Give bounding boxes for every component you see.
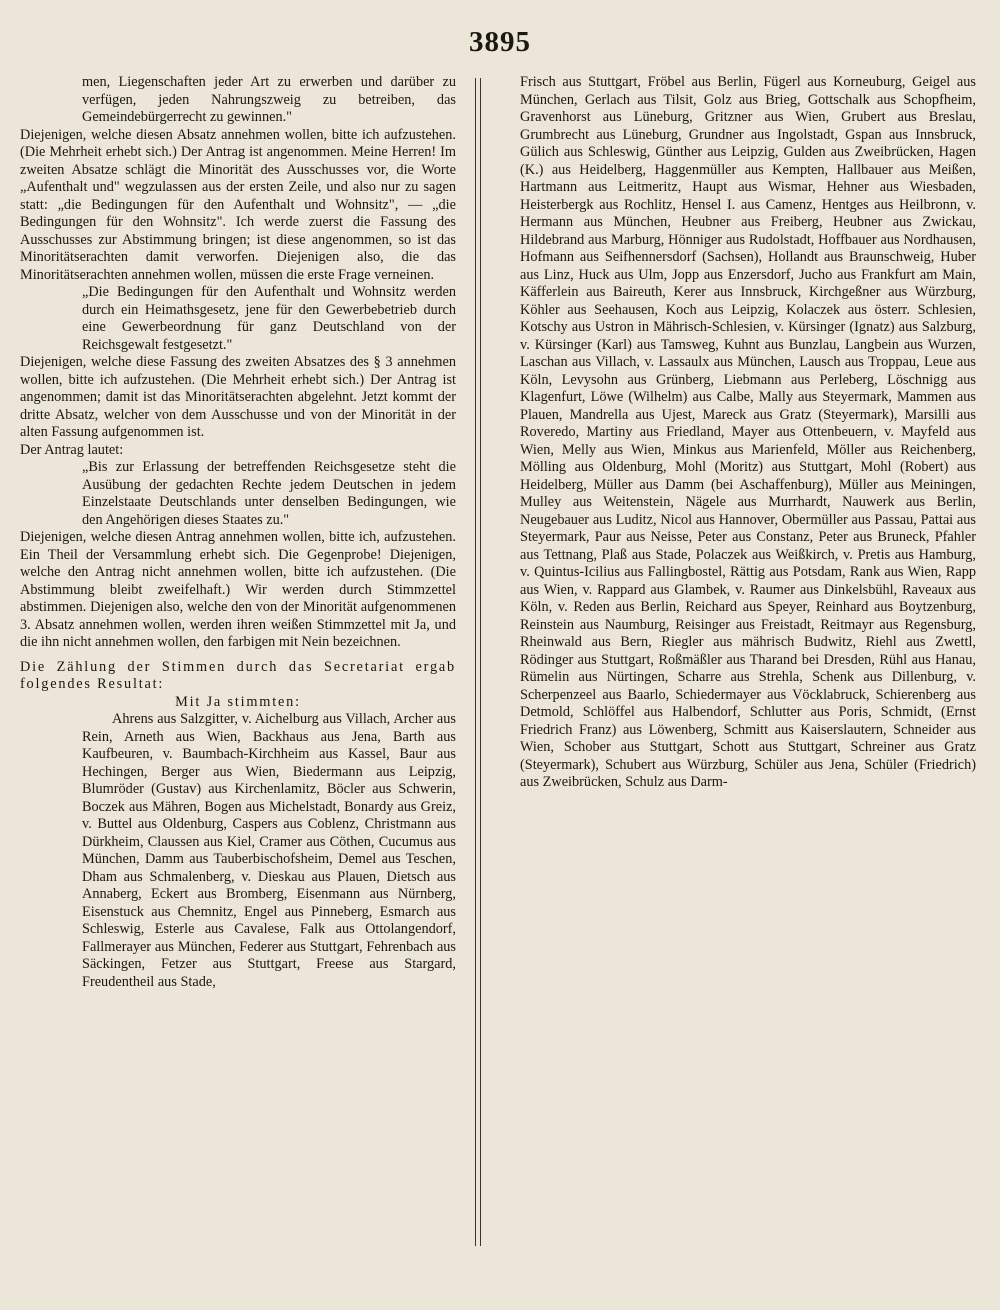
name-list-right: Frisch aus Stuttgart, Fröbel aus Berlin, Fügerl aus Korneuburg, Geigel aus München, Gerlach aus Tilsit, Golz aus Brieg, Gottschalk aus Schopfheim, Gravenhorst aus Lüneburg, Gritzner aus Wien, Grubert aus Breslau, Grumbrecht aus Lüneburg, Grundner aus Ingolstadt, Gspan aus Innsbruck, Gülich aus Schleswig, Günther aus Leipzig, Gulden aus Zweibrücken, Hagen (K.) aus Heidelberg, Haggenmüller aus Kempten, Hallbauer aus Meißen, Hartmann aus Leitmeritz, Haupt aus Wismar, Hehner aus Wiesbaden, Heisterbergk aus Rochlitz, Hensel I. aus Camenz, Hentges aus Heilbronn, v. Hermann aus München, Heubner aus Freiberg, Heubner aus Zwickau, Hildebrand aus Marburg, Hönniger aus Rudolstadt, Hoffbauer aus Nordhausen, Hofmann aus Seifhennersdorf (Sachsen), Hollandt aus Braunschweig, Huber aus Linz, Huck aus Ulm, Jopp aus Enzersdorf, Jucho aus Frankfurt am Main, Käfferlein aus Baireuth, Kerer aus Innsbruck, Kirchgeßner aus Würzburg, Köhler aus Seehausen, Koch aus Leipzig, Kolaczek aus österr. Schlesien, Kotschy aus Ustron in Mährisch-Schlesien, v. Kürsinger (Ignatz) aus Salzburg, v. Kürsinger (Karl) aus Tamsweg, Kuhnt aus Bunzlau, Langbein aus Wurzen, Laschan aus Villach, v. Lassaulx aus München, Lausch aus Troppau, Leue aus Köln, Levysohn aus Grünberg, Liebmann aus Perleberg, Löschnigg aus Klagenfurt, Löwe (Wilhelm) aus Calbe, Mally aus Steyermark, Mammen aus Plauen, Mandrella aus Ujest, Mareck aus Gratz (Steyermark), Marsilli aus Roveredo, Martiny aus Friedland, Mayer aus Ottenbeuern, v. Mayfeld aus Wien, Melly aus Wien, Minkus aus Marienfeld, Möller aus Reichenberg, Mölling aus Oldenburg, Mohl (Moritz) aus Stuttgart, Mohl (Robert) aus Heidelberg, Müller aus Damm (bei Aschaffenburg), Müller aus Meiningen, Mulley aus Weitenstein, Nägele aus Murrhardt, Nauwerk aus Berlin, Neugebauer aus Luditz, Nicol aus Hannover, Obermüller aus Passau, Pattai aus Steyermark, Paur aus Neisse, Peter aus Constanz, Peter aus Bruneck, Pfahler aus Tettnang, Plaß aus Stade, Polaczek aus Weißkirch, v. Pretis aus Hamburg, v. Quintus-Icilius aus Fallingbostel, Rättig aus Potsdam, Rank aus Wien, Rapp aus Wien, v. Rappard aus Glambek, v. Raumer aus Dinkelsbühl, Raveaux aus Köln, v. Reden aus Berlin, Reichard aus Speyer, Reinhard aus Boytzenburg, Reinstein aus Naumburg, Reisinger aus Freistadt, Reitmayr aus Regensburg, Rheinwald aus Bern, Riegler aus mährisch Budwitz, Riehl aus Zwettl, Rödinger aus Stuttgart, Roßmäßler aus Tharand bei Dresden, Rühl aus Hanau, Rümelin aus Nürtingen, Scharre aus Strehla, Schenk aus Dillenburg, v. Scherpenzeel aus Baarlo, Schiedermayer aus Vöcklabruck, Schierenberg aus Detmold, Schlöffel aus Halbendorf, Schlutter aus Poris, Schmidt, (Ernst Friedrich Franz) aus Löwenberg, Schmitt aus Kaiserslautern, Schneider aus Wien, Schober aus Stuttgart, Schott aus Stuttgart, Schreiner aus Gratz (Steyermark), Schubert aus Würzburg, Schüler aus Jena, Schüler (Friedrich) aus Zweibrücken, Schulz aus Darm- bbox=[520, 74, 976, 790]
name-list-left: Ahrens aus Salzgitter, v. Aichelburg aus Villach, Archer aus Rein, Arneth aus Wien, Backhaus aus Jena, Barth aus Kaufbeuren, v. Baumbach-Kirchheim aus Kassel, Baur aus Hechingen, Berger aus Wien, Biedermann aus Leipzig, Blumröder (Gustav) aus Kirchenlamitz, Böcler aus Schwerin, Boczek aus Mähren, Bogen aus Michelstadt, Bonardy aus Greiz, v. Buttel aus Oldenburg, Caspers aus Coblenz, Christmann aus Dürkheim, Claussen aus Kiel, Cramer aus Cöthen, Cucumus aus München, Damm aus Tauberbischofsheim, Demel aus Teschen, Dham aus Schmalenberg, v. Dieskau aus Plauen, Dietsch aus Annaberg, Eckert aus Bromberg, Eisenmann aus Nürnberg, Eisenstuck aus Chemnitz, Engel aus Pinneberg, Esmarch aus Schleswig, Esterle aus Cavalese, Falk aus Ottolangendorf, Fallmerayer aus München, Federer aus Stuttgart, Fehrenbach aus Säckingen, Fetzer aus Stuttgart, Freese aus Stargard, Freudentheil aus Stade, bbox=[82, 711, 456, 990]
paragraph-vote-second-absatz: Diejenigen, welche diese Fassung des zweiten Absatzes des § 3 annehmen wollen, bitte ich aufzustehen. (Die Mehrheit erhebt sich.) Der Antrag ist angenommen; damit ist das Minoritätserachten abgelehnt. Jetzt kommt der dritte Absatz, welcher von dem Ausschusse und von der Minorität in der alten Fassung aufgenommen ist. bbox=[20, 354, 456, 440]
quote-bedingungen: „Die Bedingungen für den Aufenthalt und Wohnsitz werden durch ein Heimathsgesetz, jene für den Gewerbebetrieb durch eine Gewerbeordnung für ganz Deutschland von der Reichsgewalt festgesetzt." bbox=[82, 284, 456, 353]
paragraph-zaehlung: Die Zählung der Stimmen durch das Secretariat ergab folgendes Resultat: bbox=[20, 658, 456, 692]
paragraph-continuation: men, Liegenschaften jeder Art zu erwerben und darüber zu verfügen, jeden Nahrungszweig zu betreiben, das Gemeindebürgerrecht zu gewinnen." bbox=[82, 74, 456, 125]
left-column bbox=[20, 74, 456, 1240]
page-number: 3895 bbox=[469, 26, 531, 58]
paragraph-antrag-lautet: Der Antrag lautet: bbox=[20, 441, 124, 458]
vote-header-ja: Mit Ja stimmten: bbox=[175, 693, 301, 710]
quote-reichsgesetze: „Bis zur Erlassung der betreffenden Reichsgesetze steht die Ausübung der gedachten Rechte jedem Deutschen in jedem Einzelstaate Deutschlands unter denselben Bedingungen, wie den Angehörigen dieses Staates zu." bbox=[82, 459, 456, 528]
paragraph-stimmzettel: Diejenigen, welche diesen Antrag annehmen wollen, bitte ich, aufzustehen. Ein Theil der Versammlung erhebt sich. Die Gegenprobe! Diejenigen, welche den Antrag nicht annehmen wollen, bitte ich aufzustehen. (Die Abstimmung bleibt zweifelhaft.) Wir werden durch Stimmzettel abstimmen. Diejenigen also, welche den von der Minorität aufgenommenen 3. Absatz annehmen wollen, werden ihren weißen Stimmzettel mit Ja, und die ihn nicht annehmen wollen, den farbigen mit Nein bezeichnen. bbox=[20, 529, 456, 650]
paragraph-vote-first-absatz: Diejenigen, welche diesen Absatz annehmen wollen, bitte ich aufzustehen. (Die Mehrheit erhebt sich.) Der Antrag ist angenommen. Meine Herren! Im zweiten Absatze schlägt die Minorität des Ausschusses vor, die Worte „Aufenthalt und" wegzulassen aus der ersten Zeile, und also nur zu sagen statt: „die Bedingungen für den Aufenthalt und Wohnsitz", — „die Bedingungen für den Wohnsitz". Ich werde zuerst die Fassung des Ausschusses zur Abstimmung bringen; ist diese angenommen, so ist das Minoritätserachten damit verworfen. Diejenigen also, die das Minoritätserachten annehmen wollen, müssen die erste Frage verneinen. bbox=[20, 126, 456, 283]
column-divider bbox=[475, 78, 481, 1246]
right-column bbox=[520, 74, 976, 1240]
